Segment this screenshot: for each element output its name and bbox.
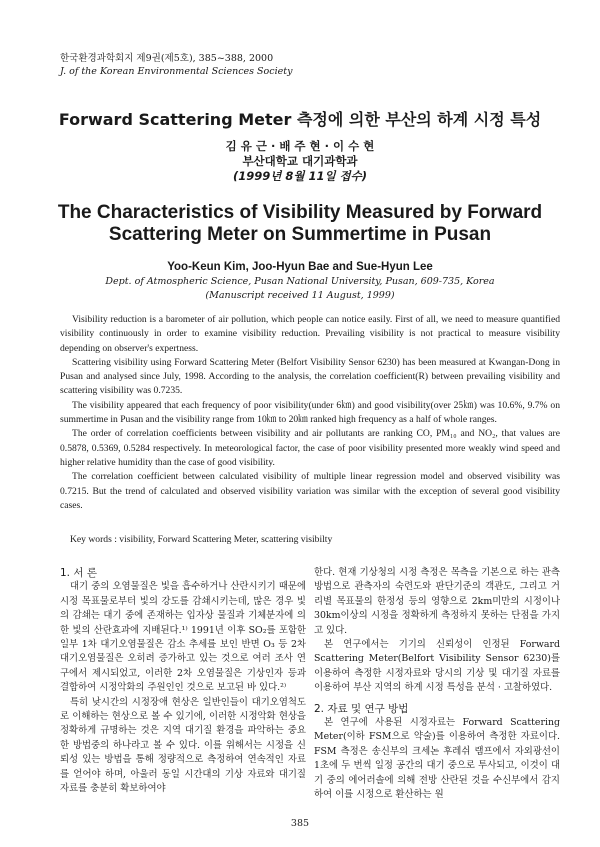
author-block-korean xyxy=(0,139,600,184)
body-paragraph: 한다. 현재 기상청의 시정 측정은 목측을 기본으로 하는 관측방법으로 관측자의 숙련도와 판단기준의 객관도, 그리고 거리별 목표물의 한정성 등의 영향으로 2km미만의 시정이나 30km이상의 시정을 정확하게 측정하지 못하는 단점을 가지고 있다. xyxy=(314,567,560,636)
affiliation-korean: 부산대학교 대기과학과 xyxy=(242,154,358,168)
abstract-paragraph: The correlation coefficient between calculated visibility of multiple linear regression model and observed visibility was 0.7215. But the trend of calculated and observed visibility variation was similar with the exception of several good visibility cases. xyxy=(60,471,560,511)
body-paragraph: 본 연구에 사용된 시정자료는 Forward Scattering Meter(이하 FSM으로 약술)를 이용하여 측정한 자료이다. FSM 측정은 송신부의 크세논 후레쉬 램프에서 자외광선이 1초에 두 번씩 일정 공간의 대기 중으로 투사되고, 이것이 대기 중의 에어러솔에 의해 전방 산란된 것을 수신부에서 감지하여 이를 시정으로 환산하는 원 xyxy=(314,717,560,801)
affiliation-block-english xyxy=(0,275,600,303)
received-date-korean: (1999년 8월 11일 접수) xyxy=(232,169,368,183)
section-heading-methods: 2. 자료 및 연구 방법 xyxy=(314,702,409,715)
journal-header xyxy=(60,52,292,78)
abstract-paragraph: Visibility reduction is a barometer of air pollution, which people can notice easily. First of all, we need to measure quantified visibility continuously in order to examine visibility reduction. Prevailing visibility is not practical to measure visibility depending on observer's expertness. xyxy=(60,314,560,354)
abstract-paragraph: The order of correlation coefficients between visibility and air pollutants are ranking CO, PM₁₀ and NO₂, that values are 0.5878, 0.5369, 0.5284 respectively. In meteorological factor, the case of poor visibility presented more weakly wind speed and higher relative humidity than the case of good visibility. xyxy=(60,428,560,468)
page-number: 385 xyxy=(290,818,310,829)
body-paragraph: 본 연구에서는 기기의 신뢰성이 인정된 Forward Scattering Meter(Belfort Visibility Sensor 6230)를 이용하여 측정한 시정자료와 당시의 기상 및 대기질 자료를 이용하여 부산 지역의 하계 시정 특성을 분석 · 고찰하였다. xyxy=(314,639,560,694)
body-column-left xyxy=(60,566,306,797)
received-date-english: (Manuscript received 11 August, 1999) xyxy=(205,290,395,301)
title-korean: Forward Scattering Meter 측정에 의한 부산의 하계 시정 특성 xyxy=(58,110,542,129)
title-english: The Characteristics of Visibility Measured by Forward Scattering Meter on Summertime in Pusan xyxy=(57,202,543,245)
journal-citation-ko: 한국환경과학회지 제9권(제5호), 385~388, 2000 xyxy=(60,53,274,64)
abstract xyxy=(60,313,560,513)
keywords: Key words : visibility, Forward Scattering Meter, scattering visibilty xyxy=(70,534,333,545)
body-paragraph: 특히 낮시간의 시정장애 현상은 일반인들이 대기오염척도로 이해하는 현상으로 볼 수 있기에, 이러한 시정악화 현상을 정확하게 규명하는 것은 지역 대기질 환경을 파악하는 중요한 방법중의 하나라고 볼 수 있다. 이를 위해서는 시정을 신뢰성 있는 방법을 통해 정량적으로 측정하여 연속적인 자료를 얻어야 하며, 아울러 동일 시간대의 기상 자료와 대기질 자료를 충분히 확보하여야 xyxy=(60,696,306,795)
journal-name-en: J. of the Korean Environmental Sciences Society xyxy=(60,66,293,77)
section-heading-introduction: 1. 서 론 xyxy=(60,567,97,579)
abstract-paragraph: Scattering visibility using Forward Scattering Meter (Belfort Visibility Sensor 6230) has been measured at Kwangan-Dong in Pusan and analysed since July, 1998. According to the analysis, the correlation coefficient(R) between prevailing visibility and scattering visibility was 0.7235. xyxy=(60,356,560,397)
body-paragraph: 대기 중의 오염물질은 빛을 흡수하거나 산란시키기 때문에 시정 목표물로부터 빛의 강도를 감쇄시키는데, 많은 경우 빛의 감쇄는 대기 중에 존재하는 입자상 물질과 기체분자에 의한 빛의 산란효과에 지배된다.¹⁾ 1991년 이후 SO₂를 포함한 일부 1차 대기오염물질은 감소 추세를 보인 반면 O₃ 등 2차 대기오염물질은 오히려 증가하고 있는 것으로 여러 조사 연구에서 제시되었고, 이러한 2차 오염물질은 기상인자 등과 결합하여 시정악화의 주원인인 것으로 보고된 바 있다.²⁾ xyxy=(60,581,306,694)
body-column-right xyxy=(314,566,560,803)
authors-korean: 김 유 근 · 배 주 현 · 이 수 현 xyxy=(225,139,375,153)
affiliation-english: Dept. of Atmospheric Science, Pusan National University, Pusan, 609-735, Korea xyxy=(105,276,495,287)
abstract-paragraph: The visibility appeared that each frequency of poor visibility(under 6㎞) and good visibility(over 25㎞) was 10.6%, 9.7% on summertime in Pusan and the visibility range from 10㎞ to 20㎞ ranked high frequency as a half of whole ranges. xyxy=(60,399,560,426)
authors-english: Yoo-Keun Kim, Joo-Hyun Bae and Sue-Hyun Lee xyxy=(167,261,433,273)
